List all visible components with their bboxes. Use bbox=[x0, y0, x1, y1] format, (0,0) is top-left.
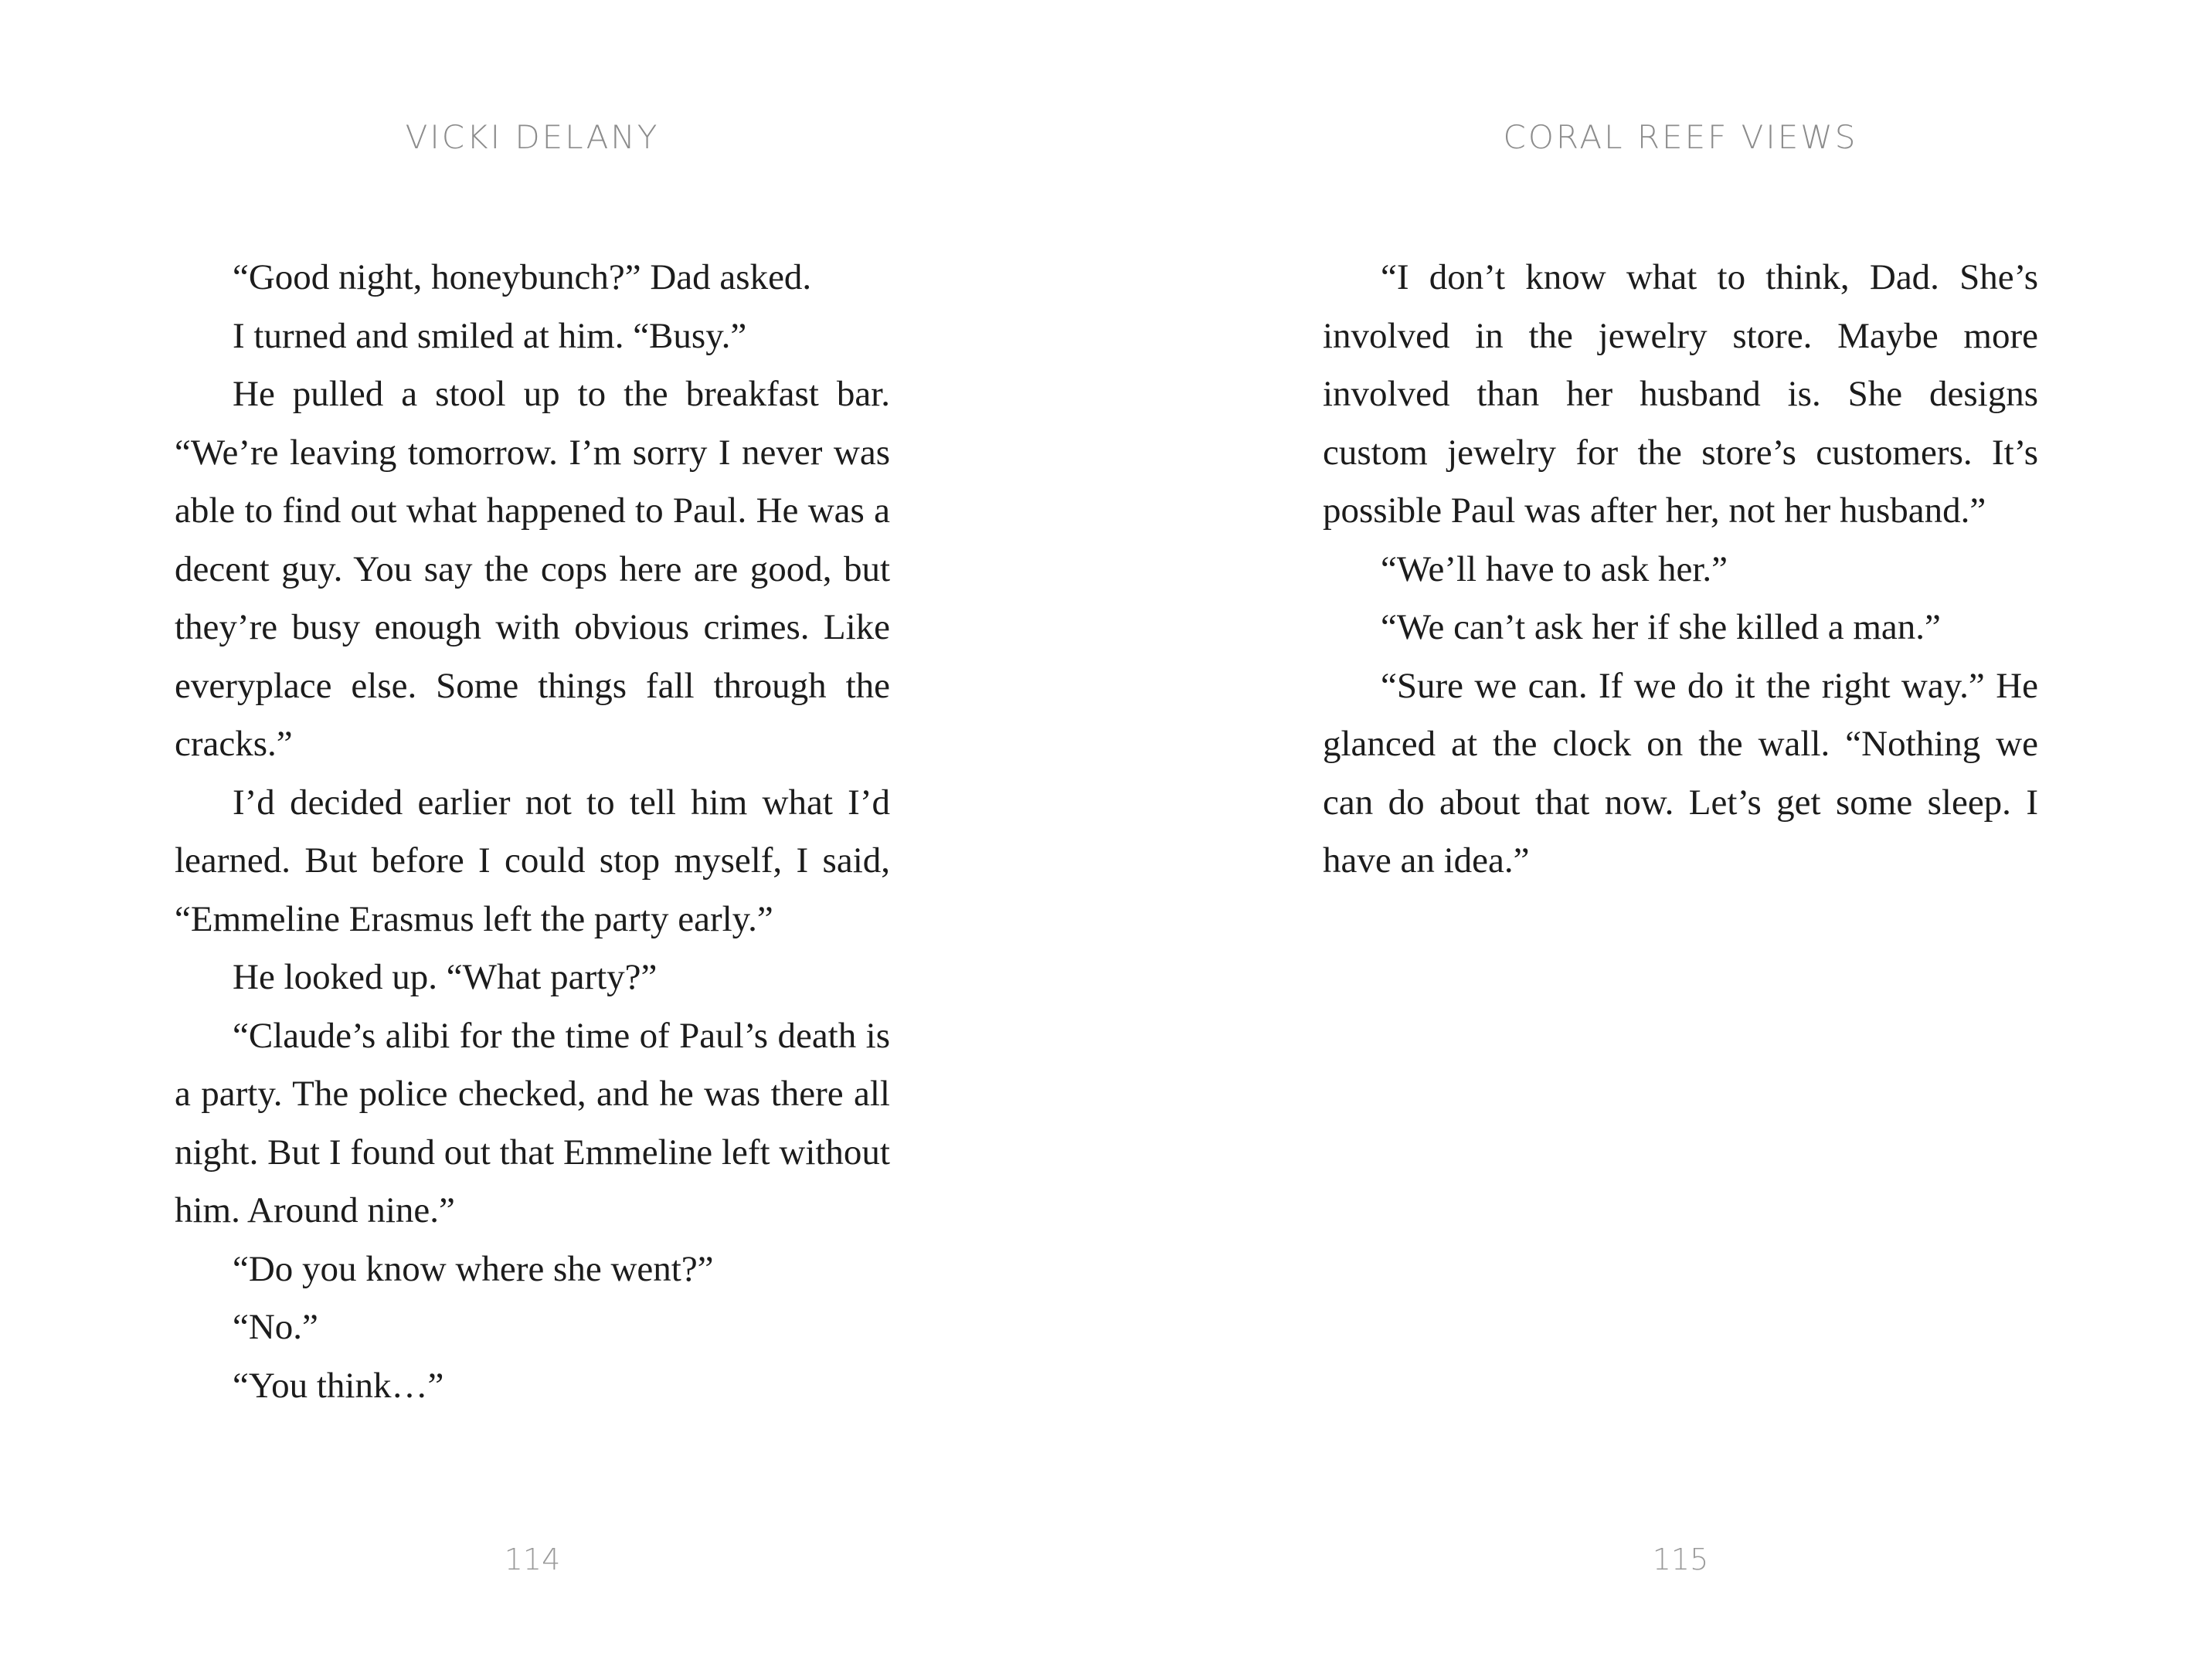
paragraph: I’d decided earlier not to tell him what I’d learned. But before I could stop myself, I said, “Emmeline Erasmus left the party early.” bbox=[175, 782, 890, 939]
page-number: 115 bbox=[1652, 1543, 1709, 1576]
paragraph: He pulled a stool up to the breakfast bar. “We’re leaving tomorrow. I’m sorry I never was able to find out what happened to Paul. He was a decent guy. You say the cops here are good, but they’re busy enough with obvious crimes. Like everyplace else. Some things fall through the cracks.” bbox=[175, 374, 890, 764]
paragraph: I turned and smiled at him. “Busy.” bbox=[233, 315, 747, 356]
paragraph: “Claude’s alibi for the time of Paul’s death is a party. The police checked, and he was there all night. But I found out that Emmeline left without him. Around nine.” bbox=[175, 1015, 890, 1230]
paragraph: “We can’t ask her if she killed a man.” bbox=[1381, 607, 1941, 647]
paragraph: He looked up. “What party?” bbox=[233, 957, 658, 997]
running-head-author: VICKI DELANY bbox=[405, 118, 660, 156]
body-text bbox=[175, 249, 890, 1415]
paragraph: “Do you know where she went?” bbox=[233, 1248, 714, 1289]
body-text bbox=[1323, 249, 2038, 891]
page-number: 114 bbox=[504, 1543, 561, 1576]
right-page bbox=[1101, 0, 2202, 1680]
paragraph: “No.” bbox=[233, 1307, 318, 1347]
paragraph: “Sure we can. If we do it the right way.” He glanced at the clock on the wall. “Nothing we can do about that now. Let’s get some sleep. I have an idea.” bbox=[1323, 665, 2038, 881]
paragraph: “You think…” bbox=[233, 1365, 444, 1406]
paragraph: “I don’t know what to think, Dad. She’s involved in the jewelry store. Maybe more involved than her husband is. She designs custom jewelry for the store’s customers. It’s possible Paul was after her, not her husband.” bbox=[1323, 257, 2038, 531]
paragraph: “Good night, honeybunch?” Dad asked. bbox=[233, 257, 812, 297]
running-head-title: CORAL REEF VIEWS bbox=[1503, 118, 1858, 156]
paragraph: “We’ll have to ask her.” bbox=[1381, 548, 1728, 589]
